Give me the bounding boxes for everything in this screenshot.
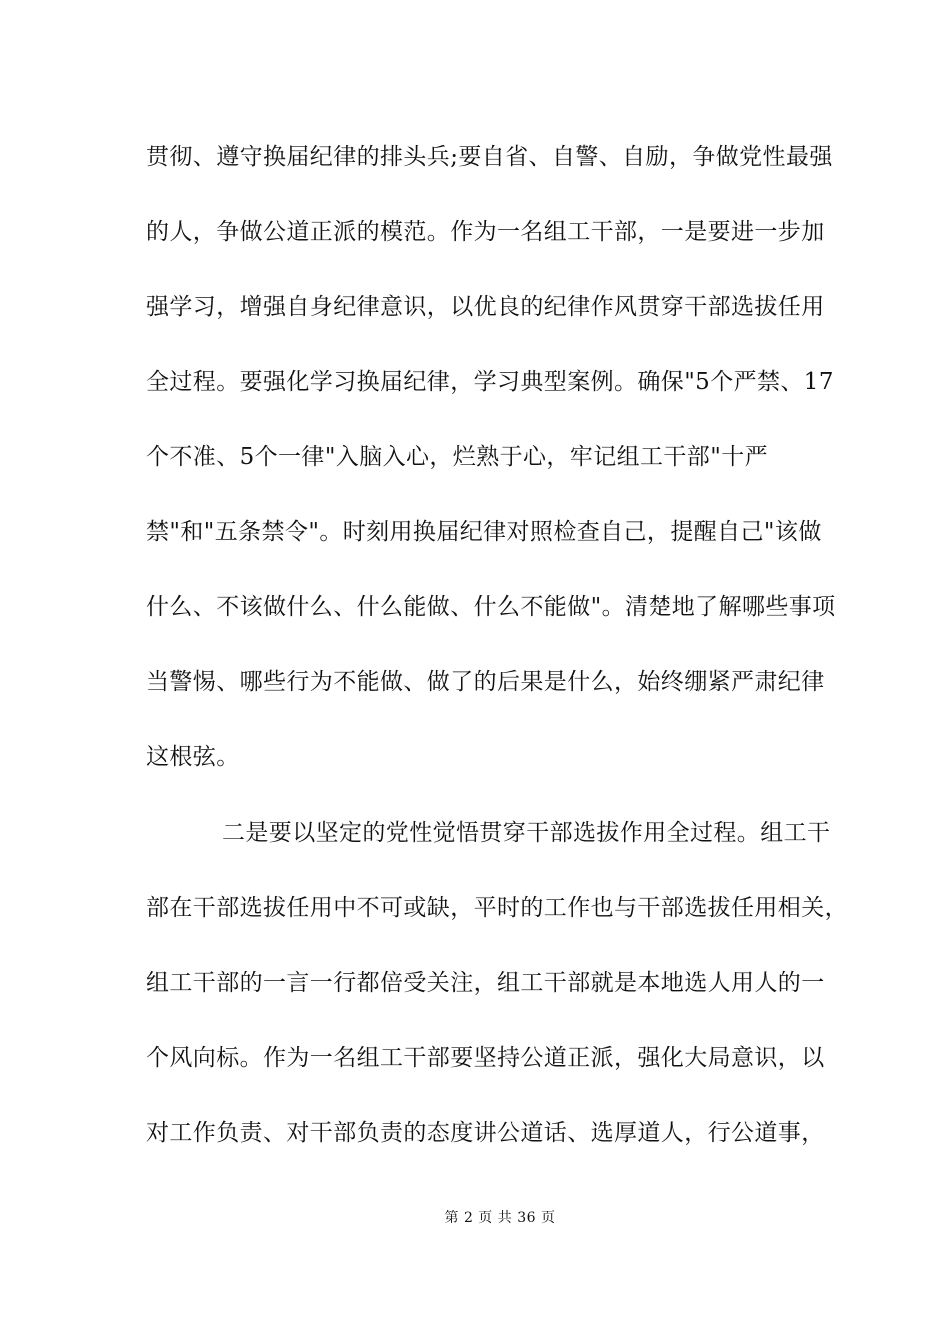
text-line: 对工作负责、对干部负责的态度讲公道话、选厚道人，行公道事， bbox=[146, 1120, 825, 1146]
text-line: 的人，争做公道正派的模范。作为一名组工干部，一是要进一步加 bbox=[146, 219, 825, 245]
text-line: 二是要以坚定的党性觉悟贯穿干部选拔作用全过程。组工干 bbox=[222, 820, 831, 846]
text-line: 部在干部选拔任用中不可或缺，平时的工作也与干部选拔任用相关， bbox=[146, 895, 848, 921]
text-line: 个风向标。作为一名组工干部要坚持公道正派，强化大局意识，以 bbox=[146, 1045, 825, 1071]
text-line: 全过程。要强化学习换届纪律，学习典型案例。确保"5个严禁、17 bbox=[146, 369, 834, 395]
page-footer: 第 2 页 共 36 页 bbox=[444, 1210, 556, 1226]
text-line: 这根弦。 bbox=[146, 744, 240, 770]
text-line: 贯彻、遵守换届纪律的排头兵;要自省、自警、自励，争做党性最强 bbox=[146, 144, 833, 170]
text-line: 个不准、5个一律"入脑入心，烂熟于心，牢记组工干部"十严 bbox=[146, 444, 768, 470]
text-line: 什么、不该做什么、什么能做、什么不能做"。清楚地了解哪些事项 bbox=[146, 594, 836, 620]
text-line: 禁"和"五条禁令"。时刻用换届纪律对照检查自己，提醒自己"该做 bbox=[146, 519, 822, 545]
text-line: 当警惕、哪些行为不能做、做了的后果是什么，始终绷紧严肃纪律 bbox=[146, 669, 825, 695]
text-line: 组工干部的一言一行都倍受关注，组工干部就是本地选人用人的一 bbox=[146, 970, 825, 996]
text-line: 强学习，增强自身纪律意识，以优良的纪律作风贯穿干部选拔任用 bbox=[146, 294, 825, 320]
